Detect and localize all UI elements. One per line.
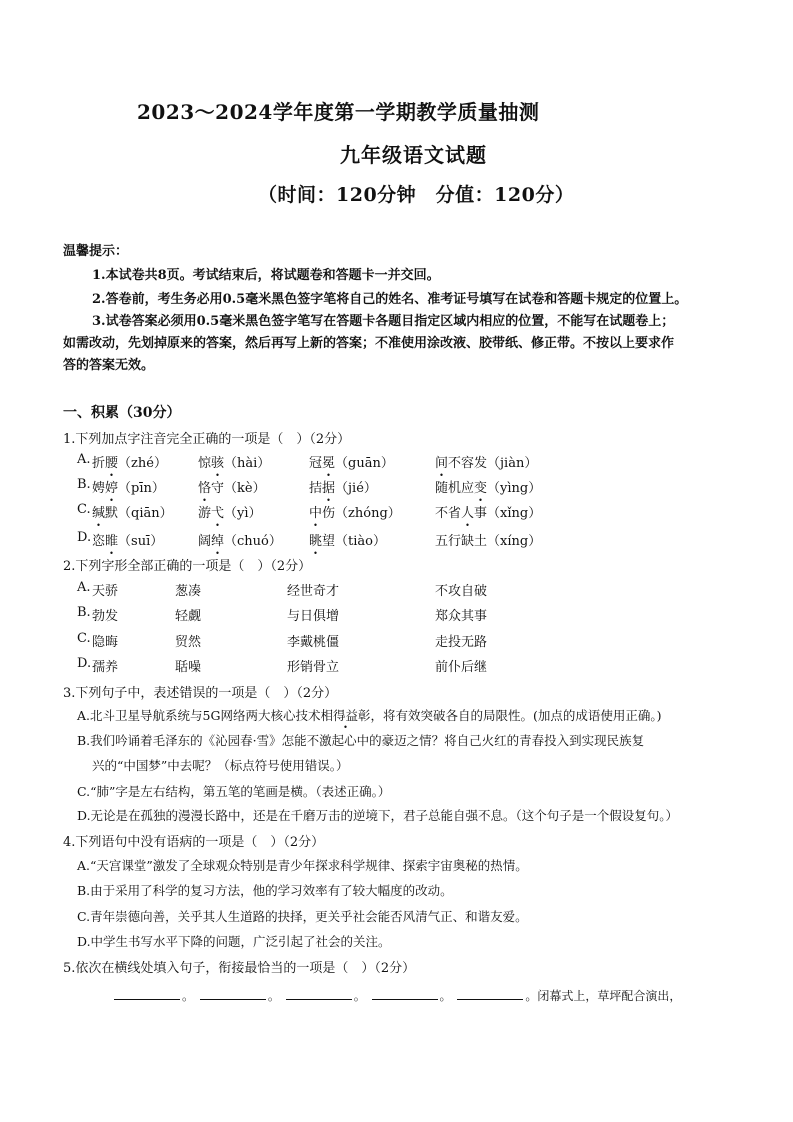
exam-subtitle: 九年级语文试题: [340, 143, 487, 167]
option-letter: D.: [77, 530, 92, 545]
option-letter: C.: [77, 502, 91, 517]
option-word: 李戴桃僵: [287, 635, 340, 650]
question-3-option-a: A.北斗卫星导航系统与5G网络两大核心技术相得益彰，将有效突破各自的局限性。(加点的成语使用正确。): [77, 708, 662, 723]
exam-title: 2023～2024学年度第一学期教学质量抽测: [137, 100, 540, 124]
question-4-option-b: B.由于采用了科学的复习方法，他的学习效率有了较大幅度的改动。: [77, 883, 453, 898]
blank-line[interactable]: [457, 987, 523, 1000]
option-word: 恪守（kè）: [198, 481, 266, 496]
option-letter: C.: [77, 631, 91, 646]
question-3-option-b-line1: B.我们吟诵着毛泽东的《沁园春·雪》怎能不激起心中的豪迈之情？将自己火红的青春投入到实现民族复: [77, 733, 645, 748]
question-5-tail: 。闭幕式上，草坪配合演出，: [525, 989, 682, 1003]
option-letter: A.: [77, 452, 91, 467]
option-word: 间不容发（jiàn）: [435, 456, 538, 471]
option-word: 郑众其事: [435, 609, 488, 624]
option-word: 娉婷（pīn）: [92, 481, 165, 496]
question-5-blanks: 。 。 。 。 。闭幕式上，草坪配合演出，: [112, 987, 681, 1004]
option-word: 前仆后继: [435, 660, 488, 675]
blank-line[interactable]: [114, 987, 180, 1000]
option-word: 拮据（jié）: [309, 481, 377, 496]
option-word: 贸然: [175, 635, 202, 650]
option-word: 随机应变（yìng）: [435, 481, 542, 496]
option-word: 冠冕（guān）: [309, 456, 394, 471]
tips-heading: 温馨提示：: [63, 244, 129, 259]
option-word: 五行缺土（xíng）: [435, 534, 542, 549]
question-4-option-a: A.“天宫课堂”激发了全球观众特别是青少年探求科学规律、探索宇宙奥秘的热情。: [77, 858, 528, 873]
option-word: 折腰（zhé）: [92, 456, 167, 471]
option-letter: D.: [77, 656, 92, 671]
option-letter: B.: [77, 477, 91, 492]
question-1-stem: 1.下列加点字注音完全正确的一项是（ ）（2分）: [63, 432, 351, 447]
option-word: 形销骨立: [287, 660, 340, 675]
option-word: 游弋（yì）: [198, 506, 262, 521]
option-word: 不省人事（xǐng）: [435, 506, 542, 521]
section-heading: 一、积累（30分）: [63, 405, 181, 421]
blank-line[interactable]: [286, 987, 352, 1000]
option-word: 缄默（qiān）: [92, 506, 173, 521]
blank-line[interactable]: [372, 987, 438, 1000]
option-word: 勃发: [92, 609, 119, 624]
question-3-stem: 3.下列句子中，表述错误的一项是（ ）（2分）: [63, 686, 338, 701]
question-3-option-d: D.无论是在孤独的漫漫长路中，还是在千磨万击的逆境下，君子总能自强不息。（这个句子是一个假设复句。）: [77, 808, 679, 823]
tip-item-1: 1.本试卷共8页。考试结束后，将试题卷和答题卡一并交回。: [92, 268, 440, 283]
option-letter: A.: [77, 580, 91, 595]
option-word: 眺望（tiào）: [309, 534, 386, 549]
tip-item-2: 2.答卷前，考生务必用0.5毫米黑色签字笔将自己的姓名、准考证号填写在试卷和答题卡规定的位置上。: [92, 292, 688, 307]
option-word: 葱凑: [175, 584, 202, 599]
option-word: 阔绰（chuó）: [198, 534, 282, 549]
question-4-stem: 4.下列语句中没有语病的一项是（ ）（2分）: [63, 835, 325, 850]
question-4-option-c: C.青年崇德向善，关乎其人生道路的抉择，更关乎社会能否风清气正、和谐友爱。: [77, 909, 528, 924]
option-word: 与日俱增: [287, 609, 340, 624]
option-word: 经世奇才: [287, 584, 340, 599]
question-2-stem: 2.下列字形全部正确的一项是（ ）（2分）: [63, 559, 312, 574]
option-word: 不攻自破: [435, 584, 488, 599]
option-word: 孺养: [92, 660, 119, 675]
tip-item-3-line1: 3.试卷答案必须用0.5毫米黑色签字笔写在答题卡各题目指定区域内相应的位置，不能写在试题卷上；: [92, 314, 675, 329]
option-word: 恣睢（suī）: [92, 534, 164, 549]
question-4-option-d: D.中学生书写水平下降的问题，广泛引起了社会的关注。: [77, 934, 391, 949]
option-word: 惊骇（hài）: [198, 456, 271, 471]
tip-item-3-line2: 如需改动，先划掉原来的答案，然后再写上新的答案；不准使用涂改液、胶带纸、修正带。不按以上要求作: [63, 336, 675, 351]
tip-item-3-line3: 答的答案无效。: [63, 358, 155, 373]
option-word: 中伤（zhóng）: [309, 506, 401, 521]
option-word: 天骄: [92, 584, 119, 599]
option-letter: B.: [77, 605, 91, 620]
exam-time-score: （时间：120分钟 分值：120分）: [258, 184, 575, 206]
option-word: 隐晦: [92, 635, 119, 650]
question-3-option-c: C.“肺”字是左右结构，第五笔的笔画是横。（表述正确。）: [77, 784, 391, 799]
question-3-option-b-line2: 兴的“中国梦”中去呢？（标点符号使用错误。）: [92, 758, 349, 773]
question-5-stem: 5.依次在横线处填入句子，衔接最恰当的一项是（ ）（2分）: [63, 961, 416, 976]
option-word: 轻觑: [175, 609, 202, 624]
option-word: 聒噪: [175, 660, 202, 675]
option-word: 走投无路: [435, 635, 488, 650]
blank-line[interactable]: [200, 987, 266, 1000]
